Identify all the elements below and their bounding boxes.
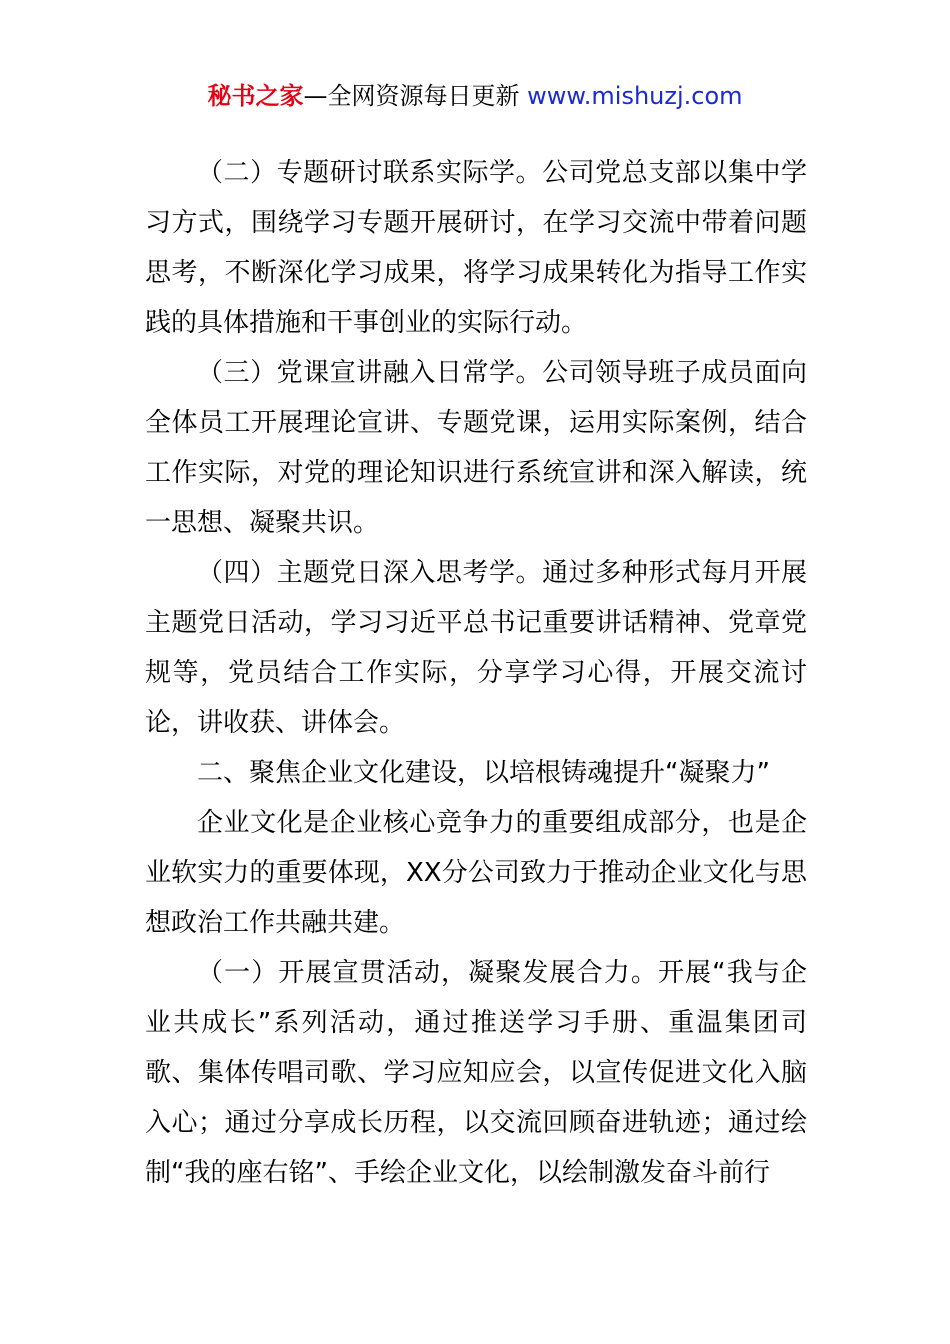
paragraph-party-lecture: （三）党课宣讲融入日常学。公司领导班子成员面向全体员工开展理论宣讲、专题党课，运用实际案例，结合工作实际，对党的理论知识进行系统宣讲和深入解读，统一思想、凝聚共识。 [145,358,807,538]
banner-tagline: —全网资源每日更新 [303,82,528,110]
section-heading-corporate-culture: 二、聚焦企业文化建设，以培根铸魂提升“凝聚力” [197,758,770,788]
site-url-link[interactable]: www.mishuzj.com [527,82,743,110]
paragraph-culture-intro: 企业文化是企业核心竞争力的重要组成部分，也是企业软实力的重要体现，XX分公司致力于推动企业文化与思想政治工作共融共建。 [145,808,807,938]
site-banner [0,80,950,112]
document-body [145,148,807,1198]
paragraph-promotion-activities: （一）开展宣贯活动，凝聚发展合力。开展“我与企业共成长”系列活动，通过推送学习手册、重温集团司歌、集体传唱司歌、学习应知应会，以宣传促进文化入脑入心；通过分享成长历程，以交流回顾奋进轨迹；通过绘制“我的座右铭”、手绘企业文化，以绘制激发奋斗前行 [145,958,807,1188]
paragraph-study-discussion: （二）专题研讨联系实际学。公司党总支部以集中学习方式，围绕学习专题开展研讨，在学习交流中带着问题思考，不断深化学习成果，将学习成果转化为指导工作实践的具体措施和干事创业的实际行动。 [145,158,807,338]
paragraph-theme-party-day: （四）主题党日深入思考学。通过多种形式每月开展主题党日活动，学习习近平总书记重要讲话精神、党章党规等，党员结合工作实际，分享学习心得，开展交流讨论，讲收获、讲体会。 [145,558,807,738]
brand-name: 秘书之家 [207,82,304,110]
